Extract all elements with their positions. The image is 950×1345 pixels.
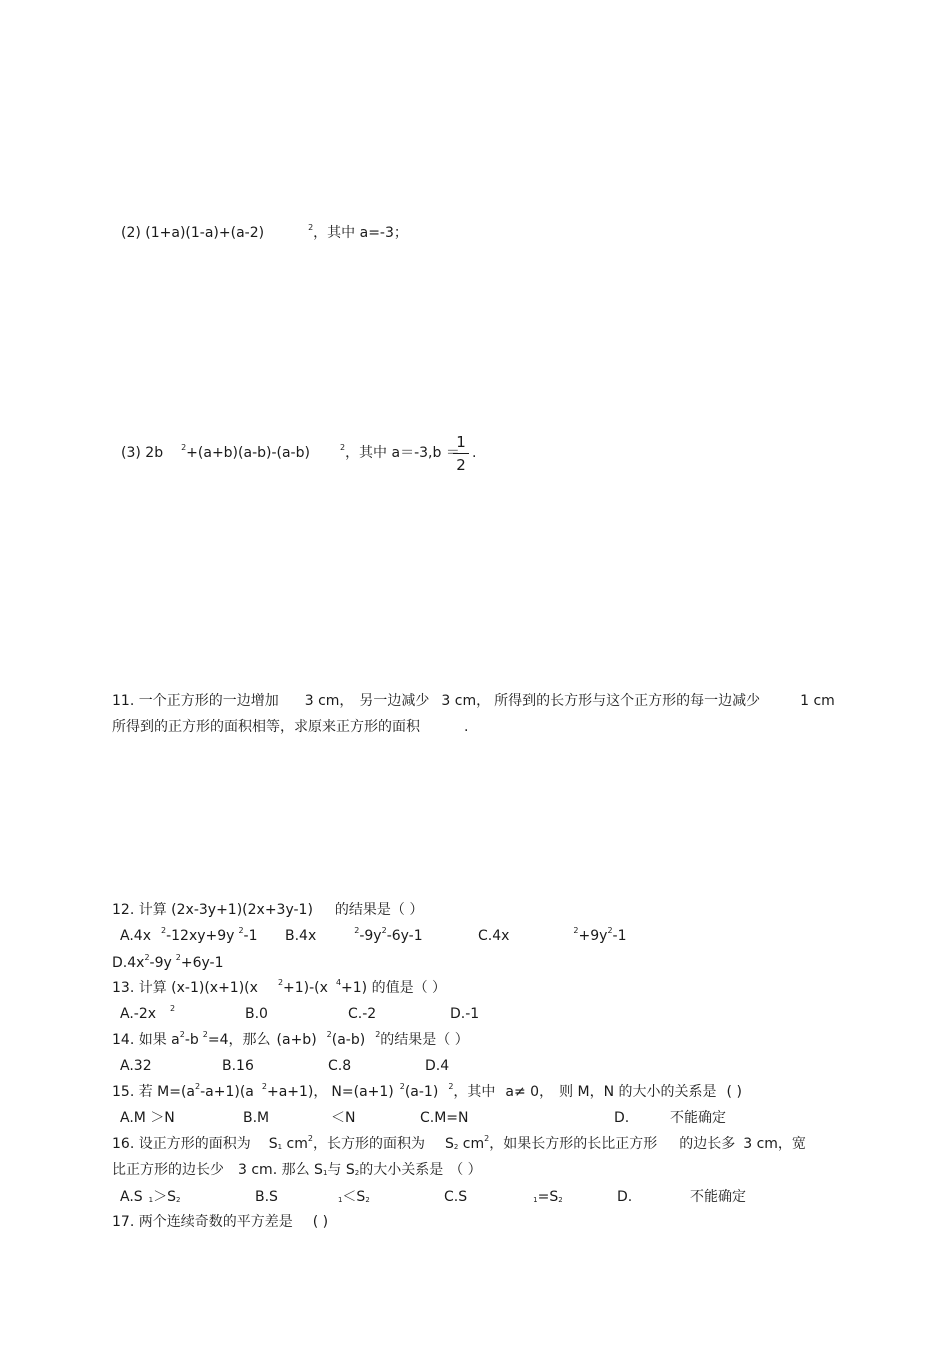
option-text: -6y-1 [386,928,423,944]
option-text: +6y-1 [180,955,224,971]
q11-text: 所得到的正方形的面积相等，求原来正方形的面积 [112,719,420,735]
option-text: C.S [444,1189,468,1205]
option-text: =S [537,1189,559,1205]
q14-stem-text: 14. 如果 a [112,1032,180,1048]
option-text: +9y [578,928,608,944]
q15-stem-text: (a-1) [404,1084,439,1100]
exponent: 2 [375,1030,381,1039]
problem-3-fraction [453,433,469,474]
question-15-stem [112,1083,742,1101]
q14-option-b: B.16 [222,1058,254,1074]
subscript: 1 [337,1196,343,1204]
exponent: 2 [381,926,387,935]
option-text: B.4x [285,928,317,944]
q12-stem-text: 的结果是（ ） [334,902,424,918]
question-11-line-2 [112,718,468,736]
q14-stem-text: (a-b) [331,1032,366,1048]
q11-text: 所得到的长方形与这个正方形的每一边减少 [494,693,761,709]
exponent: 2 [144,953,150,962]
q17-stem-text: 17. 两个连续奇数的平方差是 [112,1214,293,1230]
option-text: -9y [359,928,382,944]
q14-stem-text: =4，那么 [207,1032,271,1048]
q11-text: . [464,719,469,735]
option-text: A.-2x [120,1006,157,1022]
option-text: D.4x [112,955,145,971]
option-text: -9y [149,955,172,971]
q15-option-a: A.M ＞N [120,1110,175,1126]
option-text: -1 [612,928,627,944]
problem-3-exponent-2: 2 [339,443,346,452]
subscript: 2 [558,1196,563,1204]
q12-stem-text: 12. 计算 (2x-3y+1)(2x+3y-1) [112,902,313,918]
option-text: ＜S [342,1189,366,1205]
exponent: 4 [335,978,342,987]
subscript: 2 [365,1196,370,1204]
exponent: 2 [170,1004,176,1013]
problem-3-part-b: +(a+b)(a-b)-(a-b) [186,445,310,461]
q16-text: 16. 设正方形的面积为 [112,1136,251,1152]
subscript: 2 [176,1196,181,1204]
q15-stem-text: ，其中 [453,1084,496,1100]
subscript: 2 [453,1143,459,1151]
q12-option-c [478,927,627,945]
q16-text: 的边长多 [679,1136,736,1152]
exponent: 2 [448,1082,454,1091]
exponent: 2 [238,926,244,935]
subscript: 1 [322,1169,328,1177]
q16-text: ，如果长方形的长比正方形 [489,1136,658,1152]
q14-option-c: C.8 [328,1058,352,1074]
question-14-stem [112,1031,469,1049]
q15-stem-text: +a+1)， [266,1084,328,1100]
q13-option-a [120,1005,175,1023]
problem-3-condition: ，其中 a＝-3,b ＝ [345,445,460,461]
q16-text: S [268,1136,278,1152]
q13-option-b: B.0 [245,1006,268,1022]
subscript: 2 [354,1169,360,1177]
q15-stem-text: ( ) [726,1084,742,1100]
q16-option-c [444,1188,563,1206]
q15-stem-text: -a+1)(a [200,1084,254,1100]
q15-stem-text: N 的大小的关系是 [603,1084,717,1100]
q13-stem-text: +1)-(x [283,980,328,996]
q13-option-c: C.-2 [348,1006,377,1022]
q14-option-d: D.4 [425,1058,450,1074]
question-17-stem [112,1213,328,1231]
exponent: 2 [484,1134,490,1143]
q13-stem-text: 13. 计算 (x-1)(x+1)(x [112,980,258,996]
subscript: 1 [533,1196,538,1204]
q16-text: （ ） [449,1162,482,1178]
exponent: 2 [399,1082,405,1091]
q11-text: 11. 一个正方形的一边增加 [112,693,279,709]
fraction-denominator: 2 [456,456,466,474]
exponent: 2 [573,926,579,935]
problem-2-condition: ，其中 a=-3； [313,225,408,241]
exponent: 2 [307,1134,313,1143]
q12-option-b [285,927,423,945]
q16-text: 3 cm. 那么 S [238,1162,323,1178]
q15-option-d: D. [614,1110,630,1126]
option-text: A.4x [120,928,151,944]
q16-text: 的大小关系是 [359,1162,444,1178]
fraction-bar [453,453,469,454]
question-13-stem [112,979,446,997]
q12-option-d [112,954,224,972]
problem-2-expression: (2) (1+a)(1-a)+(a-2) [121,225,265,241]
option-text: -1 [243,928,258,944]
q16-text: cm [282,1136,308,1152]
problem-2 [121,224,408,242]
q16-text: 与 S [327,1162,355,1178]
q11-text: 1 cm [800,693,835,709]
q15-option-b-tail: ＜N [331,1110,356,1126]
q15-stem-text: 15. 若 M=(a [112,1084,196,1100]
exponent: 2 [175,953,181,962]
q15-option-d-text: 不能确定 [670,1110,726,1126]
question-11-line-1 [112,692,835,710]
question-16-line-1 [112,1135,806,1153]
q17-stem-text: ( ) [312,1214,329,1230]
q15-option-b: B.M [243,1110,270,1126]
problem-3-end: . [472,445,477,461]
exponent: 2 [607,926,613,935]
q14-stem-text: 的结果是（ ） [380,1032,469,1048]
q16-text: 比正方形的边长少 [112,1162,224,1178]
q15-stem-text: a≠ 0， [505,1084,554,1100]
q11-text: 另一边减少 [359,693,430,709]
q16-option-b [255,1188,370,1206]
fraction-numerator: 1 [456,433,466,451]
q13-stem-text: +1) 的值是（ ） [341,980,447,996]
q12-option-a [120,927,258,945]
question-16-line-2 [112,1161,482,1179]
problem-3 [121,444,460,462]
q15-stem-text: N=(a+1) [331,1084,394,1100]
q11-text: 3 cm， [441,693,491,709]
q11-text: 3 cm， [304,693,354,709]
exponent: 2 [179,1030,185,1039]
q16-text: cm [458,1136,485,1152]
q13-option-d: D.-1 [450,1006,480,1022]
problem-3-exponent-1: 2 [181,443,187,452]
exponent: 2 [277,978,284,987]
q15-option-c: C.M=N [420,1110,469,1126]
exponent: 2 [354,926,360,935]
q16-option-d: D. [617,1189,633,1205]
option-text: B.S [255,1189,278,1205]
question-12-stem [112,901,423,919]
subscript: 1 [277,1143,283,1151]
exponent: 2 [261,1082,267,1091]
exponent: 2 [326,1030,332,1039]
subscript: 1 [148,1196,154,1204]
exponent: 2 [195,1082,201,1091]
option-text: A.S [120,1189,143,1205]
option-text: -12xy+9y [166,928,235,944]
q14-stem-text: -b [184,1032,199,1048]
exponent: 2 [202,1030,208,1039]
problem-3-part-a: (3) 2b [121,445,164,461]
q14-option-a: A.32 [120,1058,152,1074]
exponent: 2 [160,926,167,935]
q15-stem-text: 则 M， [559,1084,604,1100]
option-text: ＞S [153,1189,177,1205]
q16-option-d-text: 不能确定 [690,1189,746,1205]
q16-option-a [120,1188,181,1206]
q14-stem-text: (a+b) [276,1032,317,1048]
q16-text: ，长方形的面积为 [312,1136,425,1152]
problem-2-exponent: 2 [308,223,314,232]
option-text: C.4x [478,928,510,944]
q16-text: S [444,1136,454,1152]
q16-text: 3 cm，宽 [743,1136,806,1152]
